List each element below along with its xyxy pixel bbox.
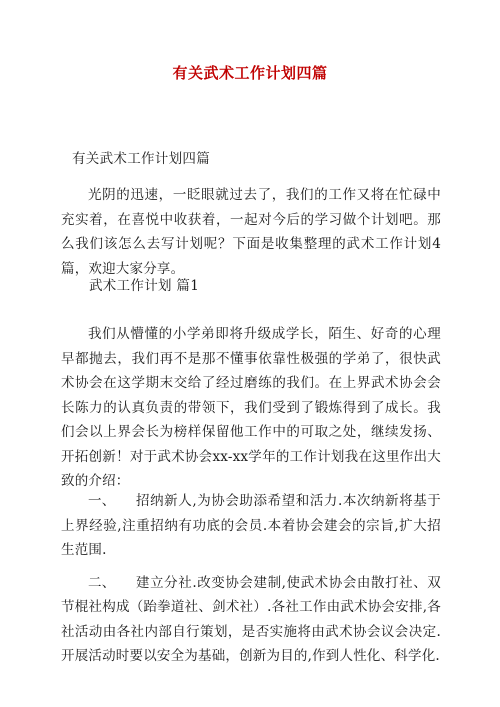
body-paragraph	[61, 322, 441, 494]
numbered-list	[61, 489, 441, 669]
list-item-number: 二、	[88, 574, 116, 591]
list-item	[61, 489, 441, 563]
list-item-text: 建立分社.改变协会建制,使武术协会由散打社、双节棍社构成（跆拳道社、剑术社）.各社工作由武术协会安排,各社活动由各社内部自行策划，是否实施将由武术协会议会决定.开展活动时要以安全为基础，创新为目的,作到人性化、科学化.	[61, 574, 441, 664]
document-title: 有关武术工作计划四篇	[172, 64, 328, 82]
intro-text: 光阴的迅速，一眨眼就过去了，我们的工作又将在忙碌中充实着，在喜悦中收获着，一起对今后的学习做个计划吧。那么我们该怎么去写计划呢？下面是收集整理的武术工作计划4篇，欢迎大家分享。	[61, 187, 441, 277]
section-heading: 武术工作计划 篇1	[89, 278, 200, 294]
intro-paragraph	[61, 183, 441, 281]
document-subtitle: 有关武术工作计划四篇	[72, 151, 210, 167]
list-item	[61, 571, 441, 669]
paragraph-text: 我们从懵懂的小学弟即将升级成学长，陌生、好奇的心理早都抛去，我们再不是那不懂事依靠性极强的学弟了，很快武术协会在这学期末交给了经过磨练的我们。在上界武术协会会长陈力的认真负责的带领下，我们受到了锻炼得到了成长。我们会以上界会长为榜样保留他工作中的可取之处，继续发扬、开拓创新！对于武术协会xx-xx学年的工作计划我在这里作出大致的介绍：	[61, 326, 441, 489]
list-item-text: 招纳新人,为协会助添希望和活力.本次纳新将基于上界经验,注重招纳有功底的会员.本着协会建会的宗旨,扩大招生范围.	[61, 493, 441, 558]
list-item-number: 一、	[88, 493, 116, 509]
